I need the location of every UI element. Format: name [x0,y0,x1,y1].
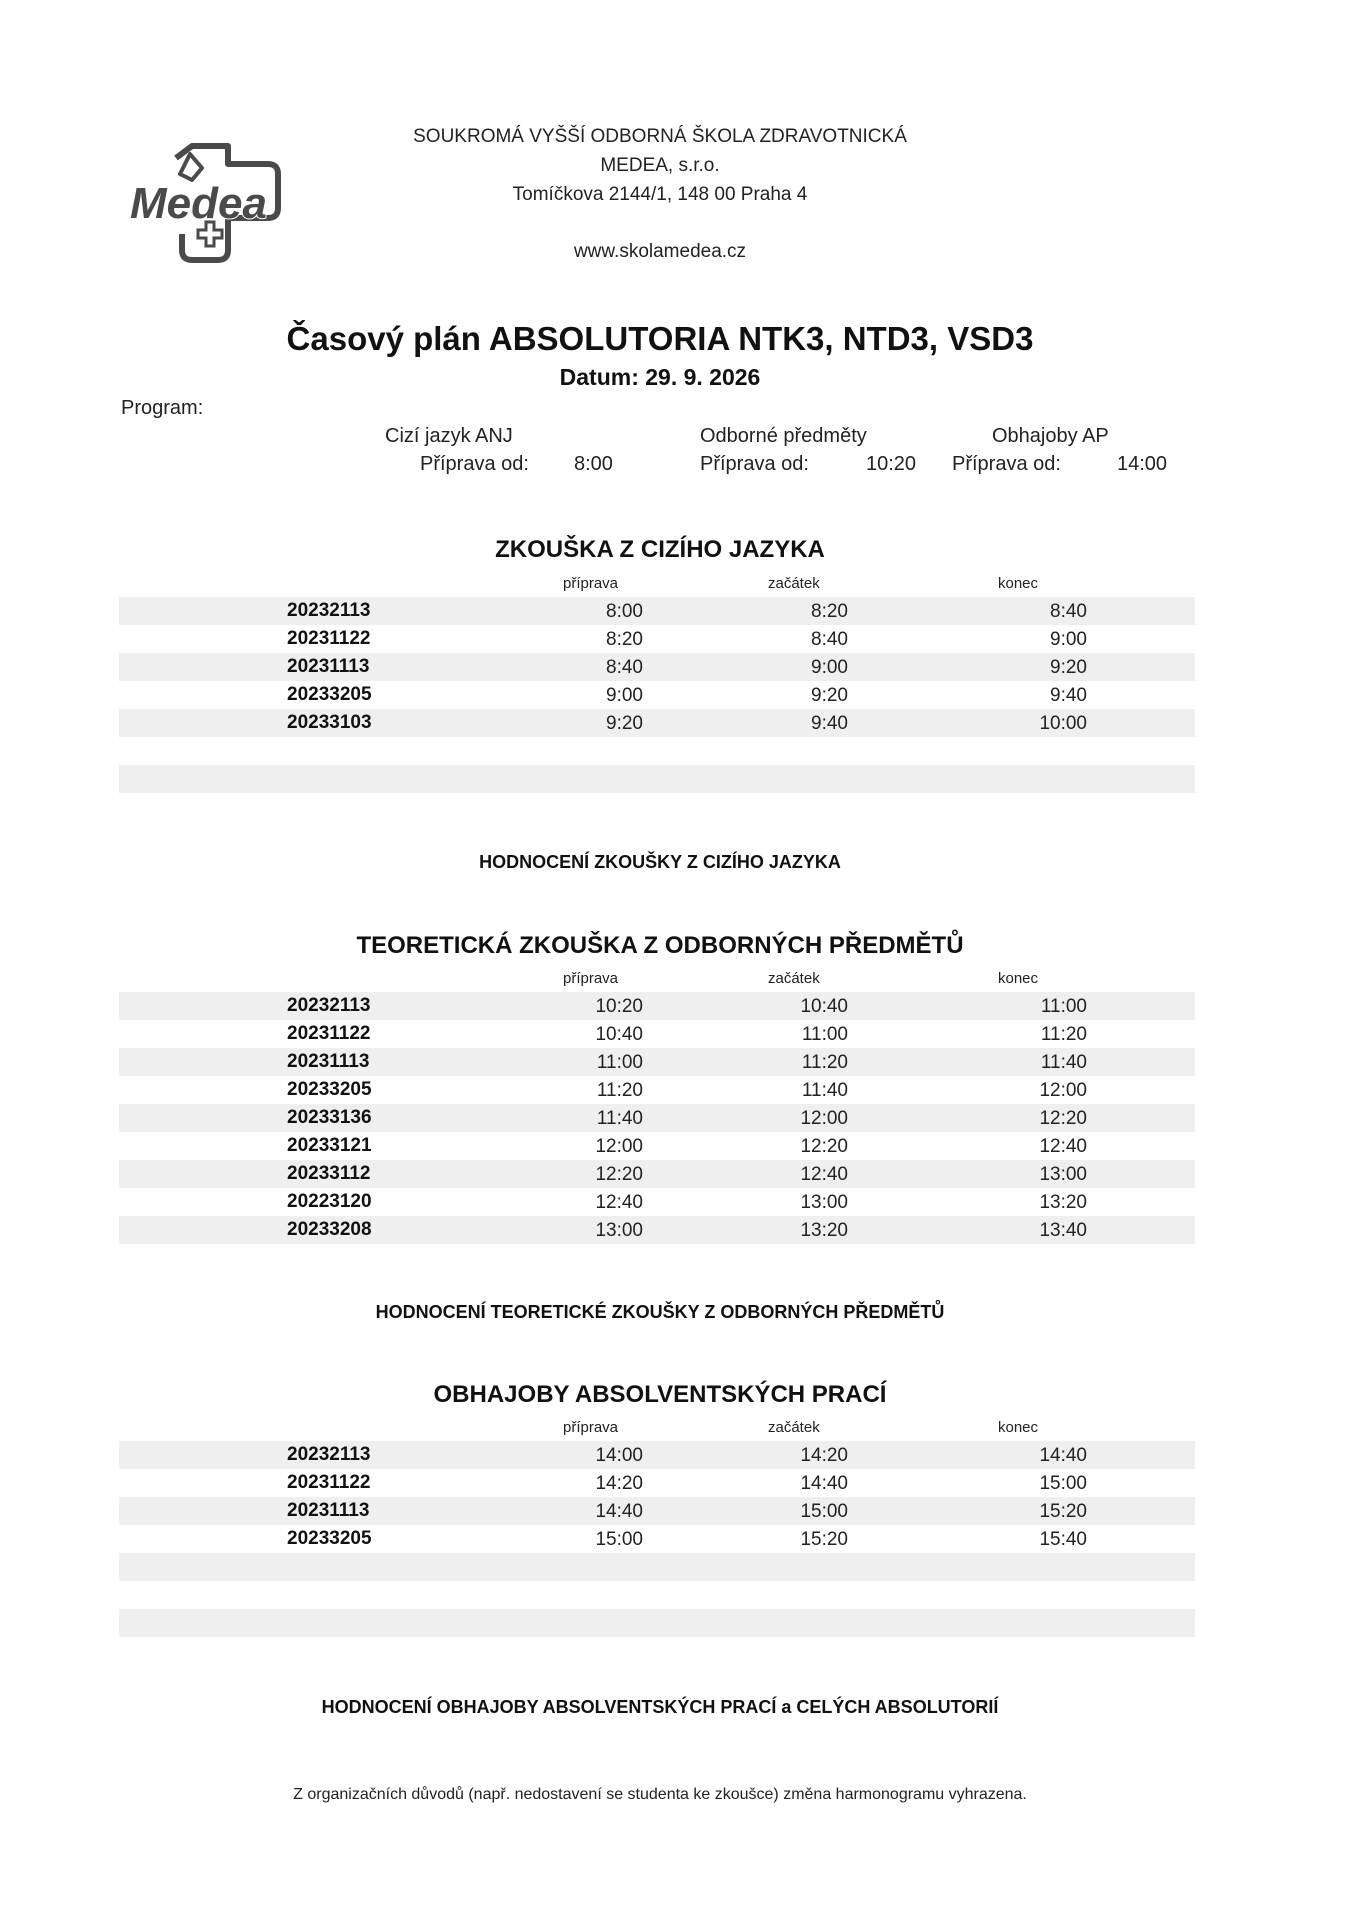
prep-time: 8:40 [606,657,643,678]
student-id: 20231122 [287,628,371,649]
student-id: 20233121 [287,1135,372,1156]
student-id: 20233205 [287,1079,372,1100]
logo-text: Medea [130,179,267,228]
student-id: 20233103 [287,712,372,733]
plan-prep-label-subjects: Příprava od: [700,453,809,475]
section-title-language: ZKOUŠKA Z CIZÍHO JAZYKA [495,536,825,563]
student-id: 20232113 [287,995,371,1016]
evaluation-subjects: HODNOCENÍ TEORETICKÉ ZKOUŠKY Z ODBORNÝCH PŘEDMĚTŮ [375,1302,945,1322]
prep-time: 8:00 [606,601,643,622]
start-time: 9:40 [811,713,848,734]
start-time: 8:40 [811,629,848,650]
prep-time: 11:00 [596,1052,643,1073]
school-website: www.skolamedea.cz [573,241,747,262]
plan-name-defense: Obhajoby AP [992,425,1109,447]
end-time: 9:20 [1050,657,1087,678]
table-row [119,653,1195,681]
start-time: 15:00 [800,1501,848,1522]
start-time: 12:20 [800,1136,848,1157]
student-id: 20233205 [287,1528,372,1549]
evaluation-defense: HODNOCENÍ OBHAJOBY ABSOLVENTSKÝCH PRACÍ a CELÝCH ABSOLUTORIÍ [321,1697,999,1717]
end-time: 12:00 [1039,1080,1087,1101]
student-id: 20231113 [287,1500,370,1521]
footnote: Z organizačních důvodů (např. nedostavení se studenta ke zkoušce) změna harmonogramu vyhrazena. [293,1786,1027,1803]
table-row [119,1441,1195,1469]
school-name-line1: SOUKROMÁ VYŠŠÍ ODBORNÁ ŠKOLA ZDRAVOTNICKÁ [413,126,907,147]
table-row-empty [119,765,1195,793]
prep-time: 11:40 [596,1108,643,1129]
prep-time: 8:20 [606,629,643,650]
prep-time: 13:00 [595,1220,643,1241]
prep-time: 11:20 [596,1080,643,1101]
prep-time: 10:40 [595,1024,643,1045]
table-row [119,681,1195,709]
start-time: 13:20 [800,1220,848,1241]
end-time: 14:40 [1039,1445,1087,1466]
end-time: 11:40 [1040,1052,1087,1073]
table-row [119,597,1195,625]
student-id: 20231122 [287,1472,371,1493]
col-header-prep: příprava [563,1419,619,1436]
page-title: Časový plán ABSOLUTORIA NTK3, NTD3, VSD3 [286,320,1034,357]
table-row [119,1076,1195,1104]
table-row [119,1525,1195,1553]
student-id: 20233112 [287,1163,371,1184]
prep-time: 12:40 [595,1192,643,1213]
student-id: 20223120 [287,1191,372,1212]
prep-time: 9:00 [606,685,643,706]
table-row-empty [119,737,1195,765]
end-time: 11:00 [1040,996,1087,1017]
evaluation-language: HODNOCENÍ ZKOUŠKY Z CIZÍHO JAZYKA [479,852,841,872]
table-row [119,709,1195,737]
student-id: 20231113 [287,656,370,677]
start-time: 9:20 [811,685,848,706]
end-time: 8:40 [1050,601,1087,622]
plan-time-defense: 14:00 [1117,453,1168,475]
prep-time: 12:20 [595,1164,643,1185]
prep-time: 14:00 [595,1445,643,1466]
col-header-end: konec [998,575,1039,592]
table-row [119,625,1195,653]
start-time: 9:00 [811,657,848,678]
table-row [119,1104,1195,1132]
end-time: 12:20 [1039,1108,1087,1129]
table-row-empty [119,1581,1195,1609]
table-row-empty [119,1609,1195,1637]
table-row [119,1132,1195,1160]
end-time: 13:00 [1039,1164,1087,1185]
student-id: 20233205 [287,684,372,705]
start-time: 11:00 [801,1024,848,1045]
start-time: 10:40 [800,996,848,1017]
end-time: 15:20 [1039,1501,1087,1522]
start-time: 14:40 [800,1473,848,1494]
prep-time: 15:00 [595,1529,643,1550]
col-header-prep: příprava [563,970,619,987]
end-time: 15:00 [1039,1473,1087,1494]
plan-prep-label-defense: Příprava od: [952,453,1061,475]
student-id: 20232113 [287,1444,371,1465]
prep-time: 14:20 [595,1473,643,1494]
start-time: 14:20 [800,1445,848,1466]
col-header-prep: příprava [563,575,619,592]
prep-time: 14:40 [595,1501,643,1522]
prep-time: 12:00 [595,1136,643,1157]
col-header-start: začátek [768,575,820,592]
end-time: 11:20 [1040,1024,1087,1045]
start-time: 15:20 [800,1529,848,1550]
prep-time: 10:20 [595,996,643,1017]
start-time: 12:40 [800,1164,848,1185]
prep-time: 9:20 [606,713,643,734]
col-header-start: začátek [768,1419,820,1436]
school-name-line2: MEDEA, s.r.o. [600,155,720,176]
student-id: 20233208 [287,1219,372,1240]
col-header-start: začátek [768,970,820,987]
table-row [119,1048,1195,1076]
student-id: 20233136 [287,1107,372,1128]
school-address: Tomíčkova 2144/1, 148 00 Praha 4 [512,184,808,205]
end-time: 12:40 [1039,1136,1087,1157]
plan-time-subjects: 10:20 [866,453,917,475]
start-time: 12:00 [800,1108,848,1129]
end-time: 15:40 [1039,1529,1087,1550]
table-row [119,1160,1195,1188]
exam-date: Datum: 29. 9. 2026 [559,364,761,390]
end-time: 9:40 [1050,685,1087,706]
start-time: 13:00 [800,1192,848,1213]
student-id: 20231122 [287,1023,371,1044]
table-row [119,1497,1195,1525]
table-row-empty [119,1553,1195,1581]
plan-name-subjects: Odborné předměty [700,425,867,447]
end-time: 9:00 [1050,629,1087,650]
col-header-end: konec [998,1419,1039,1436]
end-time: 13:40 [1039,1220,1087,1241]
table-row [119,1188,1195,1216]
student-id: 20231113 [287,1051,370,1072]
table-row [119,1469,1195,1497]
section-title-subjects: TEORETICKÁ ZKOUŠKA Z ODBORNÝCH PŘEDMĚTŮ [356,932,964,959]
start-time: 11:40 [801,1080,848,1101]
section-title-defense: OBHAJOBY ABSOLVENTSKÝCH PRACÍ [433,1381,887,1408]
table-row [119,1020,1195,1048]
plan-time-language: 8:00 [574,453,613,475]
student-id: 20232113 [287,600,371,621]
start-time: 11:20 [801,1052,848,1073]
table-row [119,992,1195,1020]
end-time: 10:00 [1039,713,1087,734]
program-label: Program: [121,397,204,419]
end-time: 13:20 [1039,1192,1087,1213]
start-time: 8:20 [811,601,848,622]
col-header-end: konec [998,970,1039,987]
table-row [119,1216,1195,1244]
plan-name-language: Cizí jazyk ANJ [385,425,513,447]
plan-prep-label-language: Příprava od: [420,453,529,475]
